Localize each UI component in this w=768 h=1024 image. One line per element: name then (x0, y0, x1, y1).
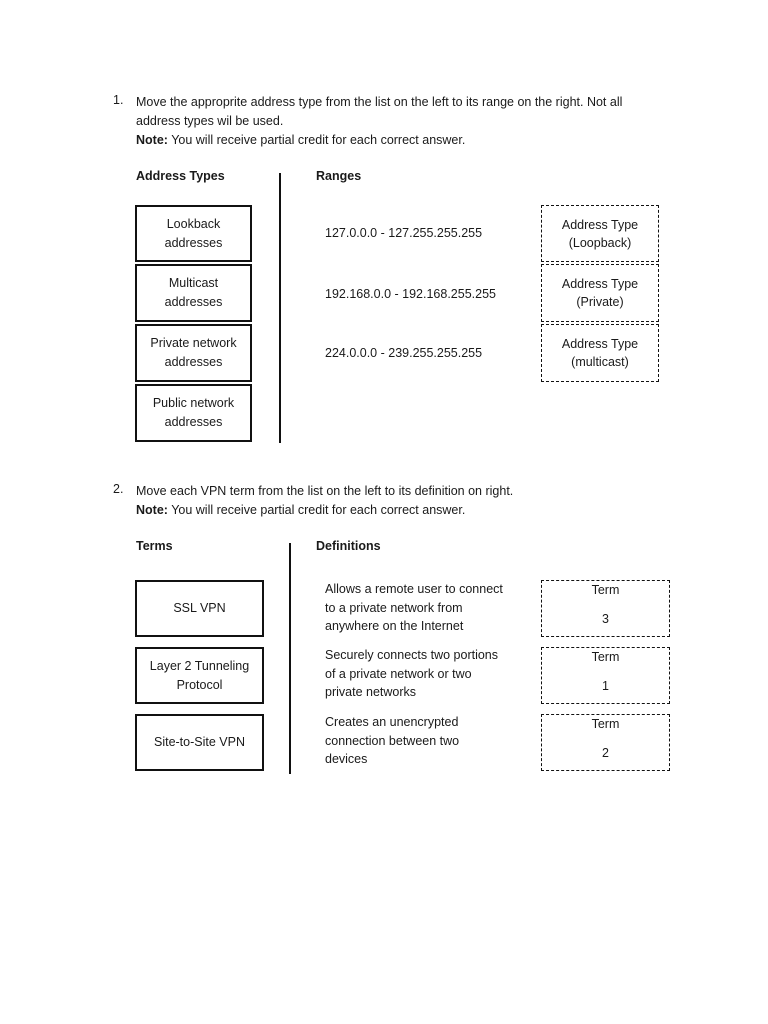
term-label: Term (591, 717, 620, 731)
definition-line: Securely connects two portions (325, 648, 499, 662)
range-private: 192.168.0.0 - 192.168.255.255 (325, 287, 496, 301)
drop-target-term-2[interactable] (541, 647, 670, 704)
definition-line: connection between two (325, 733, 460, 748)
term-label: Term (591, 650, 620, 664)
address-type-line: addresses (164, 355, 223, 369)
definition-line: to a private network from (325, 600, 463, 615)
term-line: Site-to-Site VPN (153, 735, 245, 749)
term-line: SSL VPN (173, 601, 226, 615)
drop-target-value: (multicast) (571, 355, 629, 369)
drop-target-value: (Loopback) (568, 235, 632, 250)
note-text: You will receive partial credit for each correct answer. (167, 503, 466, 517)
definition-line: private networks (325, 685, 417, 699)
term-value: 2 (602, 746, 609, 760)
drop-target-multicast[interactable] (541, 324, 659, 382)
address-type-multicast[interactable] (135, 264, 252, 322)
question-1-note (136, 131, 622, 150)
drop-target-label: Address Type (561, 337, 639, 351)
definition-line: anywhere on the Internet (325, 619, 464, 633)
term-ssl-vpn[interactable] (135, 580, 264, 637)
address-type-line: addresses (164, 295, 223, 309)
address-type-public-network[interactable] (135, 384, 252, 442)
question-1-text (136, 93, 622, 150)
address-type-private-network[interactable] (135, 324, 252, 382)
term-site-to-site-vpn[interactable] (135, 714, 264, 771)
question-2-text (136, 482, 513, 520)
question-1-number: 1. (113, 93, 124, 107)
drop-target-term-1[interactable] (541, 580, 670, 637)
note-label: Note: (136, 503, 168, 517)
address-type-lookback[interactable] (135, 205, 252, 262)
ranges-header: Ranges (316, 169, 362, 183)
terms-header: Terms (136, 539, 173, 553)
definition-line: devices (325, 752, 368, 766)
address-types-header: Address Types (136, 169, 225, 183)
term-label: Term (591, 583, 620, 597)
definitions-header: Definitions (316, 539, 381, 553)
q2-divider (289, 543, 291, 774)
term-l2tp[interactable] (135, 647, 264, 704)
definition-line: of a private network or two (325, 666, 472, 681)
question-2-line-1: Move each VPN term from the list on the left to its definition on right. (136, 484, 514, 498)
drop-target-loopback[interactable] (541, 205, 659, 262)
note-text: You will receive partial credit for each correct answer. (167, 133, 466, 147)
note-label: Note: (136, 133, 168, 147)
drop-target-private[interactable] (541, 264, 659, 322)
question-1-line-1: Move the approprite address type from the list on the left to its range on the right. Not all (136, 95, 623, 109)
definition-line: Creates an unencrypted (325, 715, 459, 729)
range-loopback: 127.0.0.0 - 127.255.255.255 (325, 226, 483, 240)
q1-divider (279, 173, 281, 443)
address-type-line: addresses (164, 235, 223, 250)
definition-remote-access (325, 580, 525, 636)
address-type-line: addresses (164, 415, 223, 429)
address-type-line: Lookback (166, 216, 221, 231)
drop-target-value: (Private) (576, 295, 624, 309)
term-value: 1 (602, 679, 609, 693)
question-2-note (136, 501, 513, 520)
question-2-number: 2. (113, 482, 124, 496)
definition-unencrypted (325, 713, 525, 769)
address-type-line: Public network (152, 396, 235, 410)
range-multicast: 224.0.0.0 - 239.255.255.255 (325, 346, 483, 360)
drop-target-term-3[interactable] (541, 714, 670, 771)
definition-site-to-site (325, 646, 525, 702)
definition-line: Allows a remote user to connect (325, 582, 503, 596)
drop-target-label: Address Type (561, 277, 639, 291)
term-value: 3 (602, 612, 609, 626)
drop-target-label: Address Type (561, 217, 639, 232)
address-type-line: Multicast (168, 276, 219, 290)
question-1-line-2: address types wil be used. (136, 114, 284, 128)
term-line: Layer 2 Tunneling (149, 658, 250, 673)
address-type-line: Private network (150, 336, 237, 350)
term-line: Protocol (176, 677, 223, 692)
